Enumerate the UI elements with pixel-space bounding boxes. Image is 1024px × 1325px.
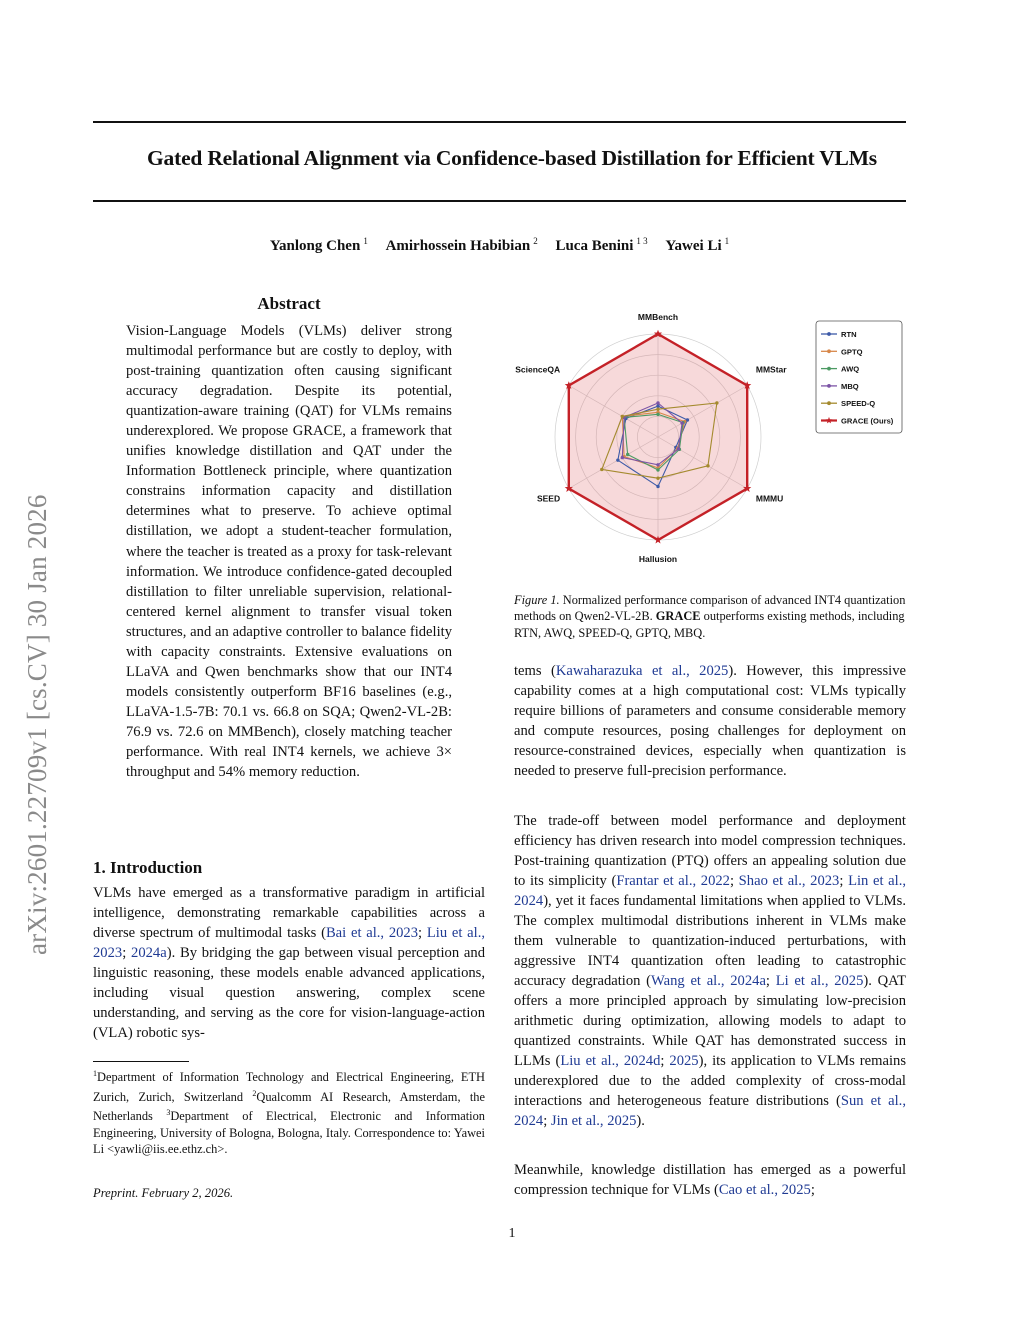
legend-label: RTN (841, 330, 857, 339)
data-point (656, 413, 659, 416)
page-number: 1 (508, 1226, 516, 1241)
citation-link[interactable]: Shao et al., 2023 (738, 873, 840, 889)
legend-label: SPEED-Q (841, 399, 876, 409)
data-point (656, 485, 659, 488)
body-paragraph: The trade-off between model performance and deployment efficiency has driven research into model compression techniques. Post-training quantization (PTQ) offers an appealing solution due to its simplicity (Frantar et al., 2022; Shao et al., 2023; Lin et al., 2024), yet it faces fundamental limitations when applied to VLMs. The complex multimodal distributions inherent in VLMs make them vulnerable to quantization-induced perturbations, with aggressive INT4 quantization often leading to catastrophic accuracy degradation (Wang et al., 2024a; Li et al., 2025). QAT offers a more principled approach by simulating low-precision arithmetic during optimization, allowing models to adapt to quantized constraints. While QAT has demonstrated success in LLMs (Liu et al., 2024d; 2025), its application to VLMs remains underexplored due to the added complexity of cross-modal interactions and heterogeneous feature distributions (Sun et al., 2024; Jin et al., 2025). (514, 813, 907, 1129)
data-point (626, 453, 629, 456)
body-paragraph: tems (Kawaharazuka et al., 2025). However, this impressive capability comes at a high computational cost: VLMs typically require billions of parameters and consume considerable memory and compute resources, posing challenges for deployment on resource-constrained devices, especially when quantization is needed to preserve full-precision performance. (514, 663, 906, 779)
citation-link[interactable]: Liu et al., 2024d (560, 1053, 661, 1069)
author: Luca Benini $^{1 3}$ (555, 236, 648, 254)
legend-marker (827, 384, 831, 388)
citation-link[interactable]: Jin et al., 2025 (550, 1113, 637, 1129)
data-point (600, 468, 603, 471)
affiliation-footnote: $^1$Department of Information Technology and Electrical Engineering, ETH Zurich, Zurich, Switzerland $^2$Qualcomm AI Research, Amsterdam, the Netherlands $^3$Department of Electrical, Electronic and Information Engineering, University of Bologna, Bologna, Italy. Correspondence to: Yawei Li <yawli@iis.ee.ethz.ch>. (93, 1069, 485, 1156)
legend-marker (827, 367, 831, 371)
citation-link[interactable]: Bai et al., 2023 (325, 925, 419, 941)
data-point (656, 401, 659, 404)
title-rule-top (93, 121, 906, 123)
legend-label: AWQ (841, 364, 860, 374)
citation-link[interactable]: Lin et al., 2024 (514, 873, 906, 909)
section-heading-introduction: 1. Introduction (93, 858, 203, 877)
arxiv-watermark[interactable]: arXiv:2601.22709v1 [cs.CV] 30 Jan 2026 (22, 494, 52, 955)
title-rule-bottom (93, 200, 906, 202)
data-point (621, 456, 624, 459)
series-line (569, 334, 747, 540)
paper-title: Gated Relational Alignment via Confidence-based Distillation for Efficient VLMs (147, 146, 877, 170)
data-point (706, 464, 709, 467)
data-point (680, 421, 683, 424)
axis-label: MMStar (755, 364, 787, 375)
legend-marker (827, 332, 831, 336)
author: Amirhossein Habibian $^2$ (385, 236, 538, 254)
data-point (656, 463, 659, 466)
axis-label: Hallusion (638, 554, 678, 564)
legend-label: MBQ (841, 381, 859, 391)
intro-paragraph: VLMs have emerged as a transformative paradigm in artificial intelligence, demonstrating remarkable capabilities across a diverse spectrum of multimodal tasks (Bai et al., 2023; Liu et al., 2023; 2024a). By bridging the gap between visual perception and linguistic reasoning, these models enable advanced applications, including visual question answering, complex scene understanding, and serving as the core for vision-language-action (VLA) robotic sys- (93, 885, 486, 1041)
author: Yawei Li $^1$ (665, 236, 730, 254)
data-point (715, 401, 718, 404)
data-point (616, 458, 619, 461)
citation-link[interactable]: Kawaharazuka et al., 2025 (555, 663, 729, 679)
series-grace-ours (565, 330, 752, 544)
legend-marker (827, 349, 831, 353)
citation-link[interactable]: 2024a (131, 945, 167, 961)
citation-link[interactable]: Li et al., 2025 (775, 973, 864, 989)
legend-label: GRACE (Ours) (841, 416, 894, 426)
abstract-heading: Abstract (257, 294, 321, 313)
citation-link[interactable]: Sun et al., 2024 (514, 1093, 906, 1129)
data-point (656, 404, 659, 407)
abstract-text: Vision-Language Models (VLMs) deliver strong multimodal performance but are costly to deploy, with post-training quantization often causing significant accuracy degradation. Despite its potential, quantization-aware training (QAT) for VLMs remains underexplored. We propose GRACE, a framework that unifies knowledge distillation and QAT under the Information Bottleneck principle, where quantization constrains information capacity and distillation determines what to preserve. To achieve optimal distillation, we adopt a student-teacher formulation, where the teacher is treated as a proxy for task-relevant information. We introduce confidence-gated decoupled distillation to filter unreliable supervision, relational-centered kernel alignment to transfer visual token structures, and an adaptive controller to balance fidelity with capacity constraints. Extensive evaluations on LLaVA and Qwen benchmarks show that our INT4 models consistently outperform BF16 baselines (e.g., LLaVA-1.5-7B: 70.1 vs. 66.8 on SQA; Qwen2-VL-2B: 76.9 vs. 72.6 on MMBench), closely matching teacher performance. With real INT4 kernels, we achieve 3× throughput and 54% memory reduction. (126, 323, 452, 781)
figure-caption: Figure 1. Normalized performance comparison of advanced INT4 quantization methods on Qwen2-VL-2B. GRACE outperforms existing methods, including RTN, AWQ, SPEED-Q, GPTQ, MBQ. (514, 593, 906, 640)
axis-label: MMBench (637, 312, 679, 322)
citation-link[interactable]: 2025 (669, 1053, 699, 1069)
data-point (656, 477, 659, 480)
citation-link[interactable]: Frantar et al., 2022 (616, 873, 730, 889)
citation-link[interactable]: Cao et al., 2025 (718, 1182, 811, 1198)
citation-link[interactable]: Liu et al., 2023 (93, 925, 486, 961)
author: Yanlong Chen $^1$ (269, 236, 368, 254)
axis-label: ScienceQA (515, 364, 561, 375)
axis-label: SEED (536, 493, 561, 504)
data-point (656, 468, 659, 471)
radar-chart (505, 288, 915, 580)
chart-legend (816, 321, 902, 433)
preprint-note: Preprint. February 2, 2026. (93, 1186, 234, 1200)
data-point (656, 407, 659, 410)
data-point (677, 447, 680, 450)
body-paragraph: Meanwhile, knowledge distillation has emerged as a powerful compression technique for VLMs (Cao et al., 2025; (514, 1162, 906, 1198)
radar-series-layer (565, 330, 752, 544)
legend-label: GPTQ (841, 347, 863, 357)
author-list (93, 236, 906, 255)
citation-link[interactable]: Wang et al., 2024a (651, 973, 766, 989)
data-point (621, 415, 624, 418)
footnote-rule (93, 1061, 189, 1062)
legend-marker (827, 401, 831, 405)
axis-label: MMMU (755, 493, 784, 504)
